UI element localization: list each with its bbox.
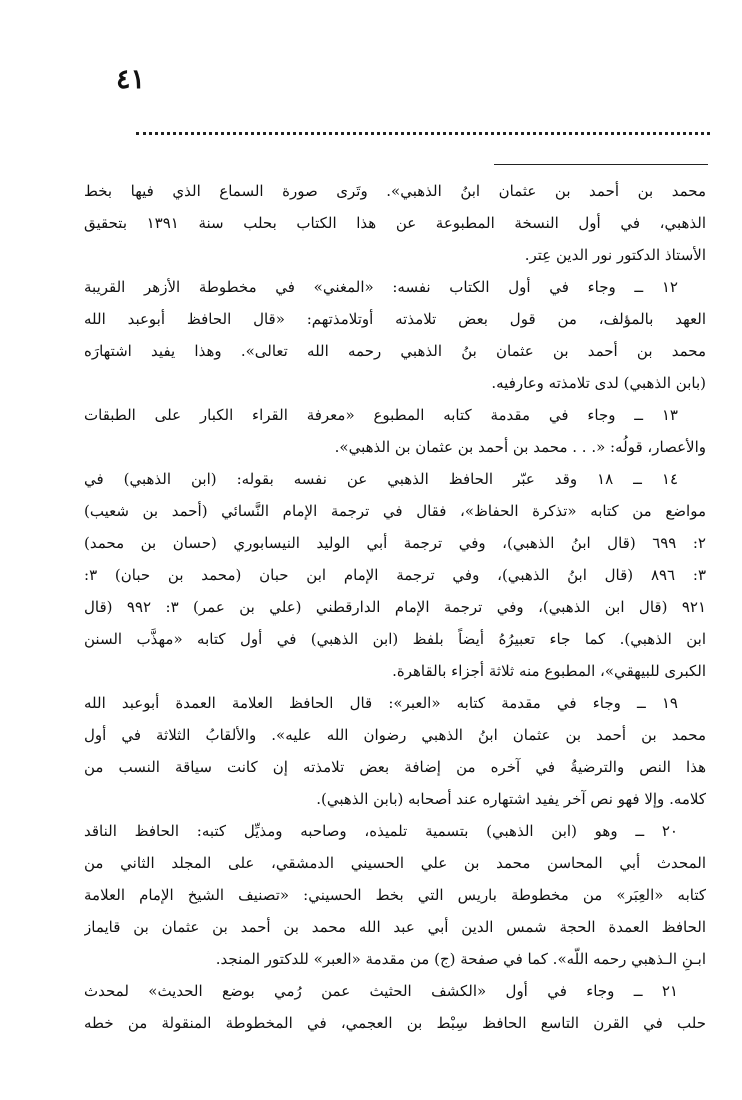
text-line: هذا النص والترضيةُ في آخره من إضافة بعض تلامذته إن كانت سياقة النسب من — [84, 758, 706, 776]
paragraph-13-line: ١٣ ــ وجاء في مقدمة كتابه المطبوع «معرفة القراء الكبار على الطبقات — [84, 406, 678, 424]
page-number: ٤١ — [116, 64, 146, 95]
text-line: ابـنِ الـذهبي رحمه اللّه». كما في صفحة (ج) من مقدمة «العبر» للدكتور المنجد. — [215, 950, 706, 968]
text-line: حلب في القرن التاسع الحافظ سِبْط بن العجمي، في المخطوطة المنقولة من خطه — [84, 1014, 706, 1032]
text-line: الكبرى للبيهقي»، المطبوع منه ثلاثة أجزاء بالقاهرة. — [392, 662, 706, 680]
text-line: الذهبي، في أول النسخة المطبوعة عن هذا الكتاب بحلب سنة ١٣٩١ بتحقيق — [84, 214, 706, 232]
paragraph-19-line: ١٩ ــ وجاء في مقدمة كتابه «العبر»: قال الحافظ العلامة العمدة أبوعبد الله — [84, 694, 678, 712]
text-line: محمد بن أحمد بن عثمان بنُ الذهبي رحمه الله تعالى». وهذا يفيد اشتهارَه — [84, 342, 706, 360]
text-line: مواضع من كتابه «تذكرة الحفاظ»، فقال في ترجمة الإمام النَّسائي (أحمد بن شعيب) — [84, 502, 706, 520]
body-text — [84, 175, 706, 1039]
footnote-rule — [494, 164, 708, 165]
text-line: المحدث أبي المحاسن محمد بن علي الحسيني الدمشقي، على المجلد الثاني من — [84, 854, 706, 872]
text-line: الحافظ العمدة الحجة شمس الدين أبي عبد الله محمد بن أحمد بن عثمان بن قايماز — [84, 918, 706, 936]
text-line: الأستاذ الدكتور نور الدين عِتر. — [524, 246, 706, 264]
dotted-separator — [136, 132, 710, 135]
text-line: ٢: ٦٩٩ (قال ابنُ الذهبي)، وفي ترجمة أبي الوليد النيسابوري (حسان بن محمد) — [84, 534, 706, 552]
text-line: العهد بالمؤلف، من قول بعض تلامذته أوتلامذتهم: «قال الحافظ أبوعبد الله — [84, 310, 706, 328]
text-line: والأعصار، قولُه: «. . . محمد بن أحمد بن عثمان بن الذهبي». — [334, 438, 706, 456]
text-line: (بابن الذهبي) لدى تلامذته وعارفيه. — [491, 374, 706, 392]
text-line: ٩٢١ (قال ابن الذهبي)، وفي ترجمة الإمام الدارقطني (علي بن عمر) ٣: ٩٩٢ (قال — [84, 598, 706, 616]
text-line: ٣: ٨٩٦ (قال ابنُ الذهبي)، وفي ترجمة الإمام ابن حبان (محمد بن حبان) ٣: — [84, 566, 706, 584]
text-line: كتابه «العِبَر» من مخطوطة باريس التي بخط الحسيني: «تصنيف الشيخ الإمام العلامة — [84, 886, 706, 904]
text-line: محمد بن أحمد بن عثمان ابنُ الذهبي رضوان الله عليه». والألقابُ الثلاثة في أول — [84, 726, 706, 744]
paragraph-14-18-line: ١٤ ــ ١٨ وقد عبّر الحافظ الذهبي عن نفسه بقوله: (ابن الذهبي) في — [84, 470, 679, 488]
text-line: محمد بن أحمد بن عثمان ابنُ الذهبي». وتَرى صورة السماع الذي فيها بخط — [84, 182, 706, 200]
paragraph-12-line: ١٢ ــ وجاء في أول الكتاب نفسه: «المغني» في مخطوطة الأزهر القريبة — [84, 278, 678, 296]
text-line: كلامه. وإلا فهو نص آخر يفيد اشتهاره عند أصحابه (بابن الذهبي). — [316, 790, 706, 808]
paragraph-21-line: ٢١ ــ وجاء في أول «الكشف الحثيث عمن رُمي بوضع الحديث» لمحدث — [84, 982, 678, 1000]
paragraph-20-line: ٢٠ ــ وهو (ابن الذهبي) بتسمية تلميذه، وصاحبه ومذيِّل كتبه: الحافظ الناقد — [84, 822, 678, 840]
text-line: ابن الذهبي). كما جاء تعبيرُهُ أيضاً بلفظ (ابن الذهبي) في أول كتابه «مهذَّب السنن — [84, 630, 706, 648]
